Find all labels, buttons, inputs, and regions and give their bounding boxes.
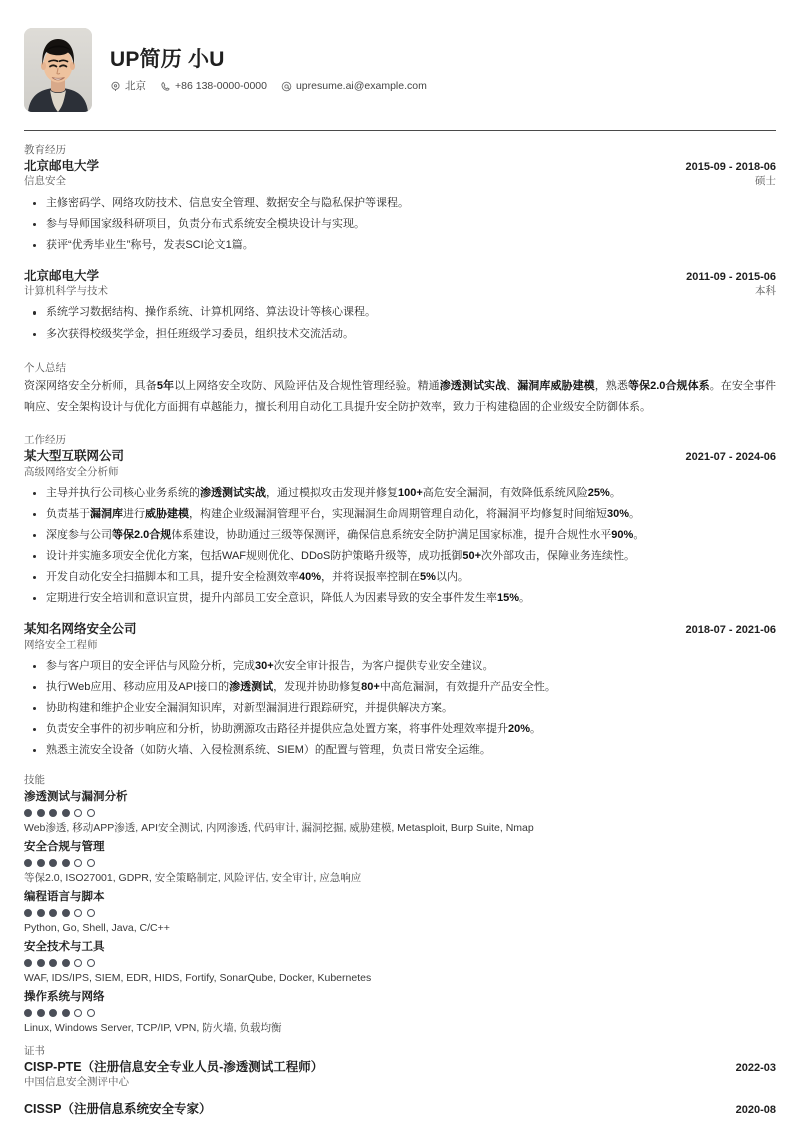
skill-group-name: 安全技术与工具 bbox=[24, 940, 105, 953]
contact-phone-value: +86 138-0000-0000 bbox=[175, 79, 267, 92]
skill-dot-filled bbox=[24, 859, 32, 867]
section-title-certificates: 证书 bbox=[24, 1044, 45, 1057]
bullet-item: 参与客户项目的安全评估与风险分析，完成30+次安全审计报告，为客户提供专业安全建议。 bbox=[24, 656, 776, 677]
summary-text: 资深网络安全分析师，具备5年以上网络安全攻防、风险评估及合规性管理经验。精通渗透测试实战、漏洞库威胁建模，熟悉等保2.0合规体系。在安全事件响应、安全架构设计与优化方面拥有卓越能力，擅长利用自动化工具提升安全防护效率，致力于构建稳固的企业级安全防御体系。 bbox=[24, 379, 777, 413]
skill-level-rating bbox=[24, 959, 776, 967]
skill-dot-empty bbox=[74, 809, 82, 817]
skill-level-rating bbox=[24, 809, 776, 817]
section-education bbox=[24, 143, 776, 345]
skill-dot-filled bbox=[24, 809, 32, 817]
skill-dot-filled bbox=[49, 1009, 57, 1017]
bullet-item: 负责基于漏洞库进行威胁建模，构建企业级漏洞管理平台，实现漏洞生命周期管理自动化，将漏洞平均修复时间缩短30%。 bbox=[24, 504, 776, 525]
education-major: 计算机科学与技术 bbox=[24, 285, 108, 298]
identity-block bbox=[110, 48, 427, 93]
skill-level-rating bbox=[24, 909, 776, 917]
skill-group bbox=[24, 939, 776, 987]
bullet-item: 深度参与公司等保2.0合规体系建设，协助通过三级等保测评，确保信息系统安全防护满足国家标准，提升合规性水平90%。 bbox=[24, 525, 776, 546]
skill-group bbox=[24, 789, 776, 837]
section-title-work: 工作经历 bbox=[24, 434, 66, 447]
skill-dot-filled bbox=[62, 1009, 70, 1017]
skill-dot-filled bbox=[37, 809, 45, 817]
work-date: 2018-07 - 2021-06 bbox=[685, 624, 776, 637]
bullet-item: 负责安全事件的初步响应和分析，协助溯源攻击路径并提供应急处置方案，将事件处理效率提升20%。 bbox=[24, 719, 776, 740]
skill-group-name: 安全合规与管理 bbox=[24, 840, 105, 853]
work-company: 某大型互联网公司 bbox=[24, 449, 125, 464]
bullet-item: 设计并实施多项安全优化方案，包括WAF规则优化、DDoS防护策略升级等，成功抵御50+次外部攻击，保障业务连续性。 bbox=[24, 546, 776, 567]
skill-dot-filled bbox=[37, 859, 45, 867]
bullet-item: 开发自动化安全扫描脚本和工具，提升安全检测效率40%，并将误报率控制在5%以内。 bbox=[24, 567, 776, 588]
skill-dot-filled bbox=[49, 859, 57, 867]
skill-dot-filled bbox=[49, 809, 57, 817]
skill-group bbox=[24, 889, 776, 937]
certificate-name: CISP-PTE（注册信息安全专业人员-渗透测试工程师） bbox=[24, 1059, 324, 1074]
section-summary bbox=[24, 361, 776, 418]
header-divider bbox=[24, 130, 776, 131]
skill-group-items: Web渗透, 移动APP渗透, API安全测试, 内网渗透, 代码审计, 漏洞挖掘, 威胁建模, Metasploit, Burp Suite, Nmap bbox=[24, 821, 534, 834]
skill-dot-empty bbox=[74, 859, 82, 867]
skill-group-name: 编程语言与脚本 bbox=[24, 890, 105, 903]
education-degree: 本科 bbox=[755, 285, 776, 298]
certificate-date: 2022-03 bbox=[735, 1061, 776, 1074]
person-name: UP简历 小U bbox=[110, 47, 225, 71]
section-title-education: 教育经历 bbox=[24, 144, 66, 156]
certificate-issuer: 中国信息安全测评中心 bbox=[24, 1076, 129, 1089]
skill-dot-empty bbox=[74, 909, 82, 917]
skill-dot-filled bbox=[37, 1009, 45, 1017]
skill-group bbox=[24, 839, 776, 887]
skill-group-name: 渗透测试与漏洞分析 bbox=[24, 790, 128, 803]
skill-level-rating bbox=[24, 859, 776, 867]
education-school: 北京邮电大学 bbox=[24, 159, 100, 174]
skill-group-items: 等保2.0, ISO27001, GDPR, 安全策略制定, 风险评估, 安全审计, 应急响应 bbox=[24, 871, 362, 884]
work-bullets bbox=[24, 656, 776, 762]
skill-dot-empty bbox=[87, 859, 95, 867]
section-certificates bbox=[24, 1044, 776, 1118]
contact-location bbox=[110, 80, 146, 93]
contact-location-value: 北京 bbox=[125, 79, 146, 92]
skill-dot-filled bbox=[24, 909, 32, 917]
work-company: 某知名网络安全公司 bbox=[24, 622, 137, 637]
contact-phone bbox=[160, 80, 267, 93]
education-date: 2011-09 - 2015-06 bbox=[686, 270, 776, 283]
contact-list bbox=[110, 80, 427, 93]
bullet-item: 熟悉主流安全设备（如防火墙、入侵检测系统、SIEM）的配置与管理，负责日常安全运维。 bbox=[24, 740, 776, 761]
resume-header bbox=[24, 28, 776, 124]
skill-dot-empty bbox=[87, 809, 95, 817]
skill-dot-filled bbox=[62, 809, 70, 817]
bullet-item: 多次获得校级奖学金，担任班级学习委员，组织技术交流活动。 bbox=[24, 324, 776, 345]
skill-dot-empty bbox=[74, 959, 82, 967]
skill-dot-filled bbox=[62, 859, 70, 867]
bullet-item: 参与导师国家级科研项目，负责分布式系统安全模块设计与实现。 bbox=[24, 214, 776, 235]
bullet-item: 主导并执行公司核心业务系统的渗透测试实战，通过模拟攻击发现并修复100+高危安全漏洞，有效降低系统风险25%。 bbox=[24, 483, 776, 504]
skill-dot-empty bbox=[87, 959, 95, 967]
education-bullets bbox=[24, 302, 776, 344]
education-school: 北京邮电大学 bbox=[24, 268, 100, 283]
skill-dot-filled bbox=[62, 909, 70, 917]
skill-dot-filled bbox=[24, 959, 32, 967]
bullet-item: 定期进行安全培训和意识宣贯，提升内部员工安全意识，降低人为因素导致的安全事件发生率15%。 bbox=[24, 588, 776, 609]
skill-group-items: Linux, Windows Server, TCP/IP, VPN, 防火墙, 负载均衡 bbox=[24, 1021, 282, 1034]
skill-group bbox=[24, 989, 776, 1037]
certificate-name: CISSP（注册信息系统安全专家） bbox=[24, 1102, 212, 1117]
bullet-item: 系统学习数据结构、操作系统、计算机网络、算法设计等核心课程。 bbox=[24, 302, 776, 323]
work-bullets bbox=[24, 483, 776, 610]
education-date: 2015-09 - 2018-06 bbox=[685, 161, 776, 174]
skills-list bbox=[24, 789, 776, 1037]
skill-dot-empty bbox=[87, 909, 95, 917]
skill-dot-filled bbox=[49, 909, 57, 917]
education-entry bbox=[24, 158, 776, 256]
education-bullets bbox=[24, 193, 776, 256]
skill-dot-filled bbox=[37, 909, 45, 917]
certificate-entry bbox=[24, 1059, 776, 1089]
education-major: 信息安全 bbox=[24, 175, 66, 188]
work-entry bbox=[24, 621, 776, 761]
section-title-skills: 技能 bbox=[24, 774, 45, 787]
skill-dot-filled bbox=[62, 959, 70, 967]
bullet-item: 获评“优秀毕业生”称号，发表SCI论文1篇。 bbox=[24, 235, 776, 256]
certificate-date: 2020-08 bbox=[735, 1104, 776, 1117]
contact-email-value: upresume.ai@example.com bbox=[295, 79, 427, 92]
skill-dot-filled bbox=[37, 959, 45, 967]
work-entry bbox=[24, 448, 776, 609]
skill-dot-empty bbox=[74, 1009, 82, 1017]
location-pin-icon bbox=[110, 81, 121, 92]
phone-icon bbox=[160, 81, 171, 92]
contact-email bbox=[281, 80, 427, 93]
bullet-item: 协助构建和维护企业安全漏洞知识库，对新型漏洞进行跟踪研究，并提供解决方案。 bbox=[24, 698, 776, 719]
certificate-entry bbox=[24, 1101, 776, 1117]
skill-group-items: Python, Go, Shell, Java, C/C++ bbox=[24, 921, 170, 934]
work-role: 高级网络安全分析师 bbox=[24, 465, 119, 478]
section-title-summary: 个人总结 bbox=[24, 361, 66, 374]
work-role: 网络安全工程师 bbox=[24, 638, 98, 651]
work-date: 2021-07 - 2024-06 bbox=[685, 451, 776, 464]
skill-dot-empty bbox=[87, 1009, 95, 1017]
bullet-item: 执行Web应用、移动应用及API接口的渗透测试，发现并协助修复80+中高危漏洞，有效提升产品安全性。 bbox=[24, 677, 776, 698]
skill-dot-filled bbox=[24, 1009, 32, 1017]
avatar bbox=[24, 28, 92, 112]
education-entry bbox=[24, 268, 776, 345]
skill-level-rating bbox=[24, 1009, 776, 1017]
education-degree: 硕士 bbox=[755, 175, 776, 188]
skill-group-items: WAF, IDS/IPS, SIEM, EDR, HIDS, Fortify, SonarQube, Docker, Kubernetes bbox=[24, 971, 372, 984]
email-at-icon bbox=[281, 81, 292, 92]
section-work bbox=[24, 433, 776, 761]
skill-dot-filled bbox=[49, 959, 57, 967]
skill-group-name: 操作系统与网络 bbox=[24, 990, 105, 1003]
section-skills bbox=[24, 773, 776, 1036]
bullet-item: 主修密码学、网络攻防技术、信息安全管理、数据安全与隐私保护等课程。 bbox=[24, 193, 776, 214]
